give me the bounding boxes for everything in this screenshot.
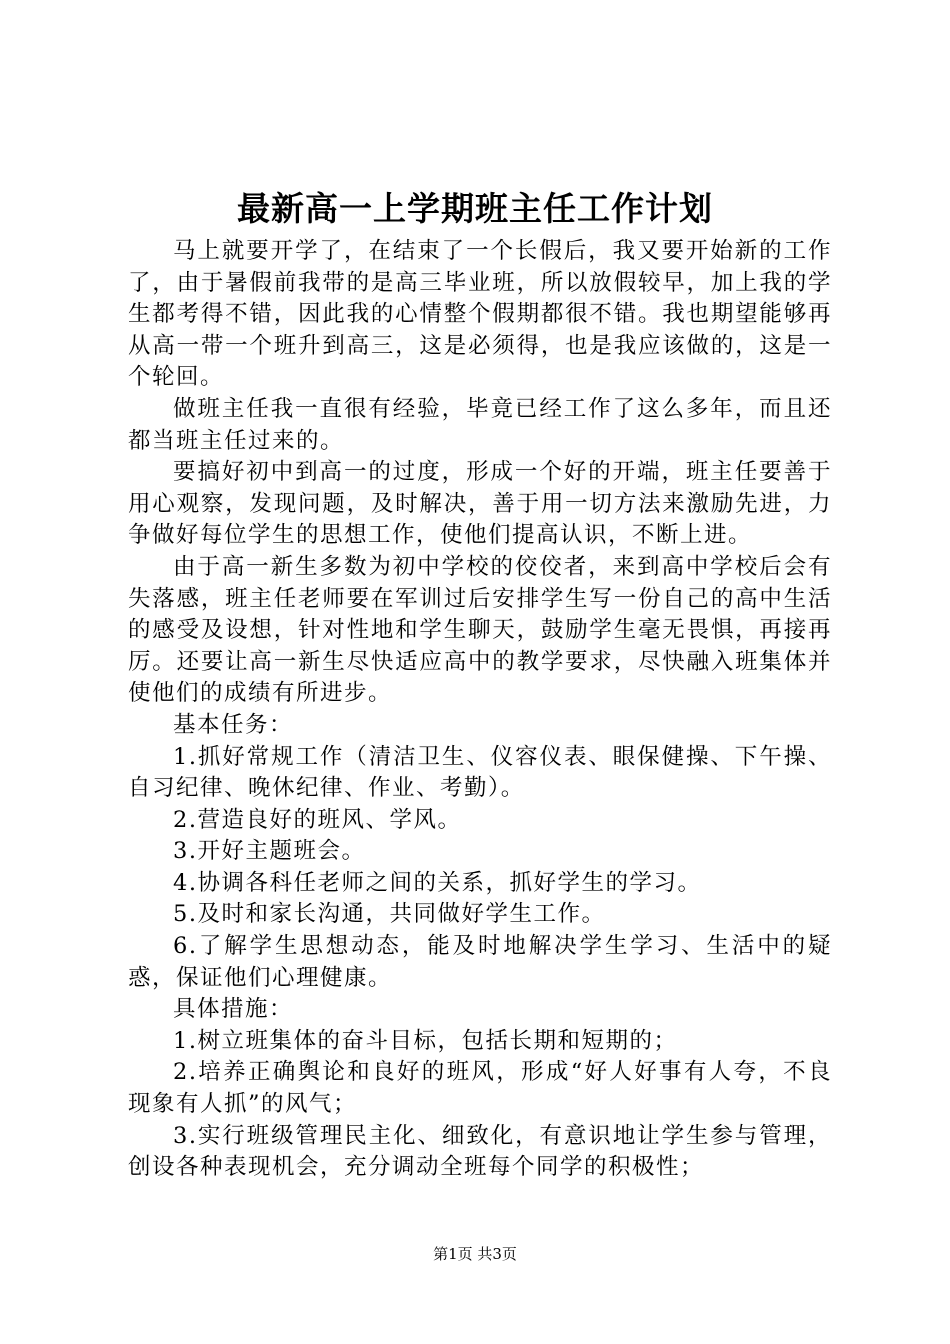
paragraph: 做班主任我一直很有经验，毕竟已经工作了这么多年，而且还都当班主任过来的。 <box>128 395 832 454</box>
list-item: 2.培养正确舆论和良好的班风，形成“好人好事有人夸，不良现象有人抓”的风气； <box>128 1059 832 1118</box>
document-body <box>128 236 832 1184</box>
list-item: 6.了解学生思想动态，能及时地解决学生学习、生活中的疑惑，保证他们心理健康。 <box>128 933 832 991</box>
document-title: 最新高一上学期班主任工作计划 <box>237 189 713 228</box>
list-item: 2.营造良好的班风、学风。 <box>173 806 462 833</box>
paragraph: 由于高一新生多数为初中学校的佼佼者，来到高中学校后会有失落感，班主任老师要在军训过后安排学生写一份自己的高中生活的感受及设想，针对性地和学生聊天，鼓励学生毫无畏惧，再接再厉。还要让高一新生尽快适应高中的教学要求，尽快融入班集体并使他们的成绩有所进步。 <box>128 553 832 707</box>
list-item: 4.协调各科任老师之间的关系，抓好学生的学习。 <box>173 869 702 896</box>
list-item: 1.抓好常规工作（清洁卫生、仪容仪表、眼保健操、下午操、自习纪律、晚休纪律、作业、考勤）。 <box>128 743 832 802</box>
list-item: 5.及时和家长沟通，共同做好学生工作。 <box>173 901 606 928</box>
paragraph: 要搞好初中到高一的过度，形成一个好的开端，班主任要善于用心观察，发现问题，及时解决，善于用一切方法来激励先进，力争做好每位学生的思想工作，使他们提高认识，不断上进。 <box>128 459 832 549</box>
list-item: 3.实行班级管理民主化、细致化，有意识地让学生参与管理，创设各种表现机会，充分调动全班每个同学的积极性； <box>128 1122 832 1181</box>
list-item: 3.开好主题班会。 <box>173 838 366 865</box>
section-heading-measures: 具体措施： <box>173 996 294 1023</box>
paragraph: 马上就要开学了，在结束了一个长假后，我又要开始新的工作了，由于暑假前我带的是高三毕业班，所以放假较早，加上我的学生都考得不错，因此我的心情整个假期都很不错。我也期望能够再从高一带一个班升到高三，这是必须得，也是我应该做的，这是一个轮回。 <box>128 238 832 391</box>
page-footer: 第1页 共3页 <box>433 1245 517 1263</box>
list-item: 1.树立班集体的奋斗目标，包括长期和短期的； <box>173 1027 678 1054</box>
section-heading-basic-tasks: 基本任务： <box>173 711 294 738</box>
